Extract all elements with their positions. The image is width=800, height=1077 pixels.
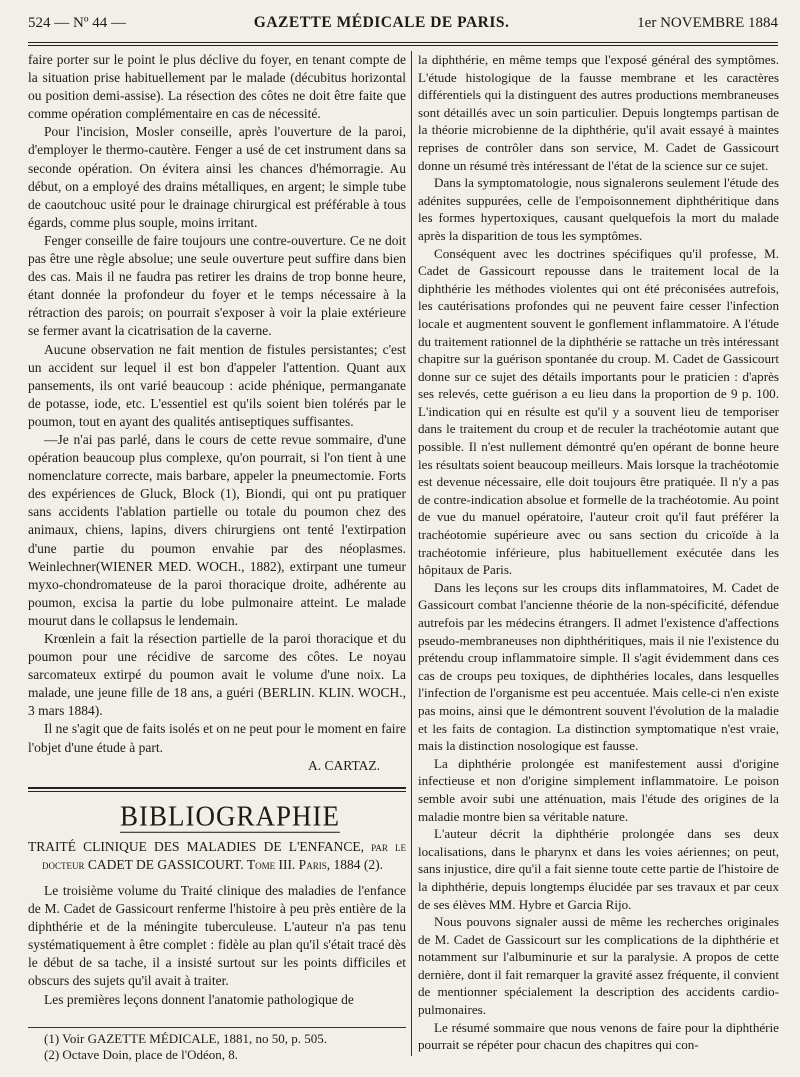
bibliography-heading — [120, 799, 406, 833]
paragraph: Dans les leçons sur les croups dits inflammatoires, M. Cadet de Gassicourt combat l'ancienne théorie de la non-spécificité, défendue autrefois par les médecins étrangers. Il admet l'existence d'affections pseudo-membraneuses non diphthéritiques, mais il nie l'existence du prétendu croup inflammatoire simple. Il s'agit évidemment dans ces cas de croups peu toxiques, de diphthéries locales, dans lesquelles l'infection de l'organisme est peu accentuée. Mais celle-ci n'en existe pas moins, ainsi que le démontrent souvent l'évolution de la maladie et les faits de contagion. La distinction symptomatique n'est vraie, mais la distinction nosologique est fausse. — [418, 579, 779, 754]
paragraph: Pour l'incision, Mosler conseille, après l'ouverture de la paroi, d'employer le thermo-cautère. Fenger a usé de cet instrument dans sa seconde opération. On évitera ainsi les chances d'hémorragie. Au début, on a employé des drains métalliques, en argent; le simple tube de caoutchouc usité pour le drainage chirurgical est préférable à tous égards, comme plus souple, moins irritant. — [28, 124, 406, 230]
paragraph: Dans la symptomatologie, nous signalerons seulement l'étude des adénites suppurées, celle de l'empoisonnement diphthéritique dans les formes hypertoxiques, causant quelquefois la mort du malade après la disparition de tous les symptômes. — [418, 175, 779, 243]
paragraph: Conséquent avec les doctrines spécifiques qu'il professe, M. Cadet de Gassicourt repousse dans le traitement local de la diphthérie les méthodes violentes qui ont été préconisées autrefois, les cautérisations profondes qui ne peuvent faire cesser l'infection locale et augmentent souvent le gonflement inflammatoire. A l'étude du traitement rationnel de la diphthérie se rattache un très intéressant chapitre sur la guérison spontanée du croup. M. Cadet de Gassicourt donne sur ce sujet des détails importants pour le praticien : d'après ses relevés, cette guérison a eu lieu dans la proportion de 9 p. 100. L'indication qui en résulte est qu'il y a souvent lieu de temporiser dans le traitement du croup et de reculer la trachéotomie autant que possible. Il n'est nullement démontré qu'en opérant de bonne heure les résultats soient beaucoup meilleurs. Mais lorsque la trachéotomie est devenue nécessaire, elle doit toujours être pratiquée. Il n'y a pas de contre-indication absolue et formelle de la trachéotomie. Au point de vue du manuel opératoire, l'auteur croit qu'il faut préférer la trachéotomie supérieure avec ou sans section du cricoïde à la trachéotomie inférieure, plus habituellement exécutée dans les hôpitaux de Paris. — [418, 245, 779, 578]
paragraph: Le résumé sommaire que nous venons de faire pour la diphthérie pourrait se répéter pour chacun des chapitres qui con- — [418, 1019, 779, 1053]
paragraph: Aucune observation ne fait mention de fistules persistantes; c'est un accident sur lequel il est bon d'appeler l'attention. Quant aux pansements, ils ont varié beaucoup : acide phénique, permanganate de potasse, iode, etc. L'essentiel est qu'ils soient bien tolérés par le poumon, tout en ayant des qualités antiseptiques suffisantes. — [28, 341, 406, 429]
footnote-rule — [28, 1027, 406, 1028]
paragraph: Le troisième volume du Traité clinique des maladies de l'enfance de M. Cadet de Gassicourt renferme l'histoire à peu près entière de la diphthérie et de la méningite tuberculeuse. L'auteur n'a pas tenu systématiquement à être complet : fidèle au plan qu'il s'était tracé dès le début de sa tache, il a insisté surtout sur les points difficiles et obscurs des sujets qu'il avait à traiter. — [28, 882, 406, 989]
footnote: (1) Voir GAZETTE MÉDICALE, 1881, no 50, p. 505. — [44, 1031, 327, 1046]
paragraph: Les premières leçons donnent l'anatomie pathologique de — [44, 991, 354, 1007]
header-date: 1er NOVEMBRE 1884 — [637, 15, 778, 31]
header-journal-title: GAZETTE MÉDICALE DE PARIS. — [253, 14, 510, 31]
bibliography-entry: TRAITÉ CLINIQUE DES MALADIES DE L'ENFANCE, par le docteur CADET DE GASSICOURT. Tome III. Paris, 1884 (2). — [28, 838, 406, 872]
paragraph: Nous pouvons signaler aussi de même les recherches originales de M. Cadet de Gassicourt sur les complications de la diphthérie et notamment sur l'albuminurie et sur la paralysie. A propos de cette dernière, dont il fait remarquer la gravité assez fréquente, il convient de mentionner spécialement la description des accidents cardio-pulmonaires. — [418, 914, 779, 1018]
right-column — [418, 51, 779, 1054]
paragraph: Il ne s'agit que de faits isolés et on ne peut pour le moment en faire l'objet d'une étude à part. — [28, 721, 406, 755]
section-rule — [28, 787, 406, 792]
paragraph: —Je n'ai pas parlé, dans le cours de cette revue sommaire, d'une opération beaucoup plus complexe, qu'on pourrait, si l'on tient à une nomenclature correcte, mais barbare, appeler la pneumectomie. Forts des expériences de Gluck, Block (1), Biondi, qui ont pu pratiquer sans accidents l'ablation partielle ou totale du poumon chez des animaux, chiens, lapins, divers chirurgiens ont tenté l'extirpation d'une partie du poumon envahie par des néoplasmes. Weinlechner(WIENER MED. WOCH., 1882), extirpant une tumeur myxo-chondromateuse de la paroi thoracique droite, adhérente au poumon, excisa la partie du lobe pulmonaire atteint. Le malade mourut dans le collapsus le lendemain. — [28, 431, 406, 628]
left-column — [28, 51, 406, 1009]
paragraph: La diphthérie prolongée est manifestement aussi d'origine infectieuse et non d'origine simplement inflammatoire. Le poison semble avoir subi une atténuation, mais l'étude des origines de la maladie montre bien sa véritable nature. — [418, 755, 779, 824]
page-header — [28, 14, 778, 40]
paragraph: faire porter sur le point le plus déclive du foyer, en tenant compte de la situation prise habituellement par le malade (décubitus horizontal ou position demi-assise). La résection des côtes ne doit être faite que comme opération complémentaire en cas de nécessité. — [28, 52, 406, 122]
paragraph: Krœnlein a fait la résection partielle de la paroi thoracique et du poumon pour une récidive de sarcome des côtes. Le noyau sarcomateux extirpé du poumon avait le volume d'une noix. La malade, une jeune fille de 18 ans, a guéri (BERLIN. KLIN. WOCH., 3 mars 1884). — [28, 631, 406, 719]
paragraph: Fenger conseille de faire toujours une contre-ouverture. Ce ne doit pas être une règle absolue; une seule ouverture peut suffire dans bien des cas. Mais il ne faudra pas retirer les drains de trop bonne heure, étant donnée la profondeur du foyer et le temps nécessaire à la rétraction des parois; on pourrait s'exposer à voir la plaie extérieure se fermer avant la cicatrisation de la caverne. — [28, 232, 406, 339]
paragraph: L'auteur décrit la diphthérie prolongée dans ses deux localisations, dans le pharynx et dans les voies aériennes; on peut, sans injustice, dire qu'il a fait sienne toute cette partie de l'histoire de la diphthérie, depuis longtemps élucidée par ses travaux et par ceux de ses élèves MM. Hybre et Garcia Rijo. — [418, 826, 779, 912]
footnotes — [28, 1027, 406, 1063]
bibliography-heading-text: BIBLIOGRAPHIE — [120, 800, 340, 832]
footnote: (2) Octave Doin, place de l'Odéon, 8. — [44, 1047, 239, 1062]
paragraph: la diphthérie, en même temps que l'exposé général des symptômes. L'étude histologique de la fausse membrane et les caractères différentiels qui la distinguent des autres productions membraneuses sont détaillés avec un soin particulier. Depuis longtemps partisan de la théorie microbienne de la diphthérie, qu'il avait essayé à maintes reprises de contrôler dans son service, M. Cadet de Gassicourt donne un résumé très intéressant de l'état de la science sur ce sujet. — [418, 52, 779, 173]
column-divider — [411, 51, 412, 1056]
header-rule — [28, 42, 778, 46]
author-signature: A. CARTAZ. — [308, 757, 380, 773]
header-page-number: 524 — Nº 44 — — [28, 15, 126, 31]
